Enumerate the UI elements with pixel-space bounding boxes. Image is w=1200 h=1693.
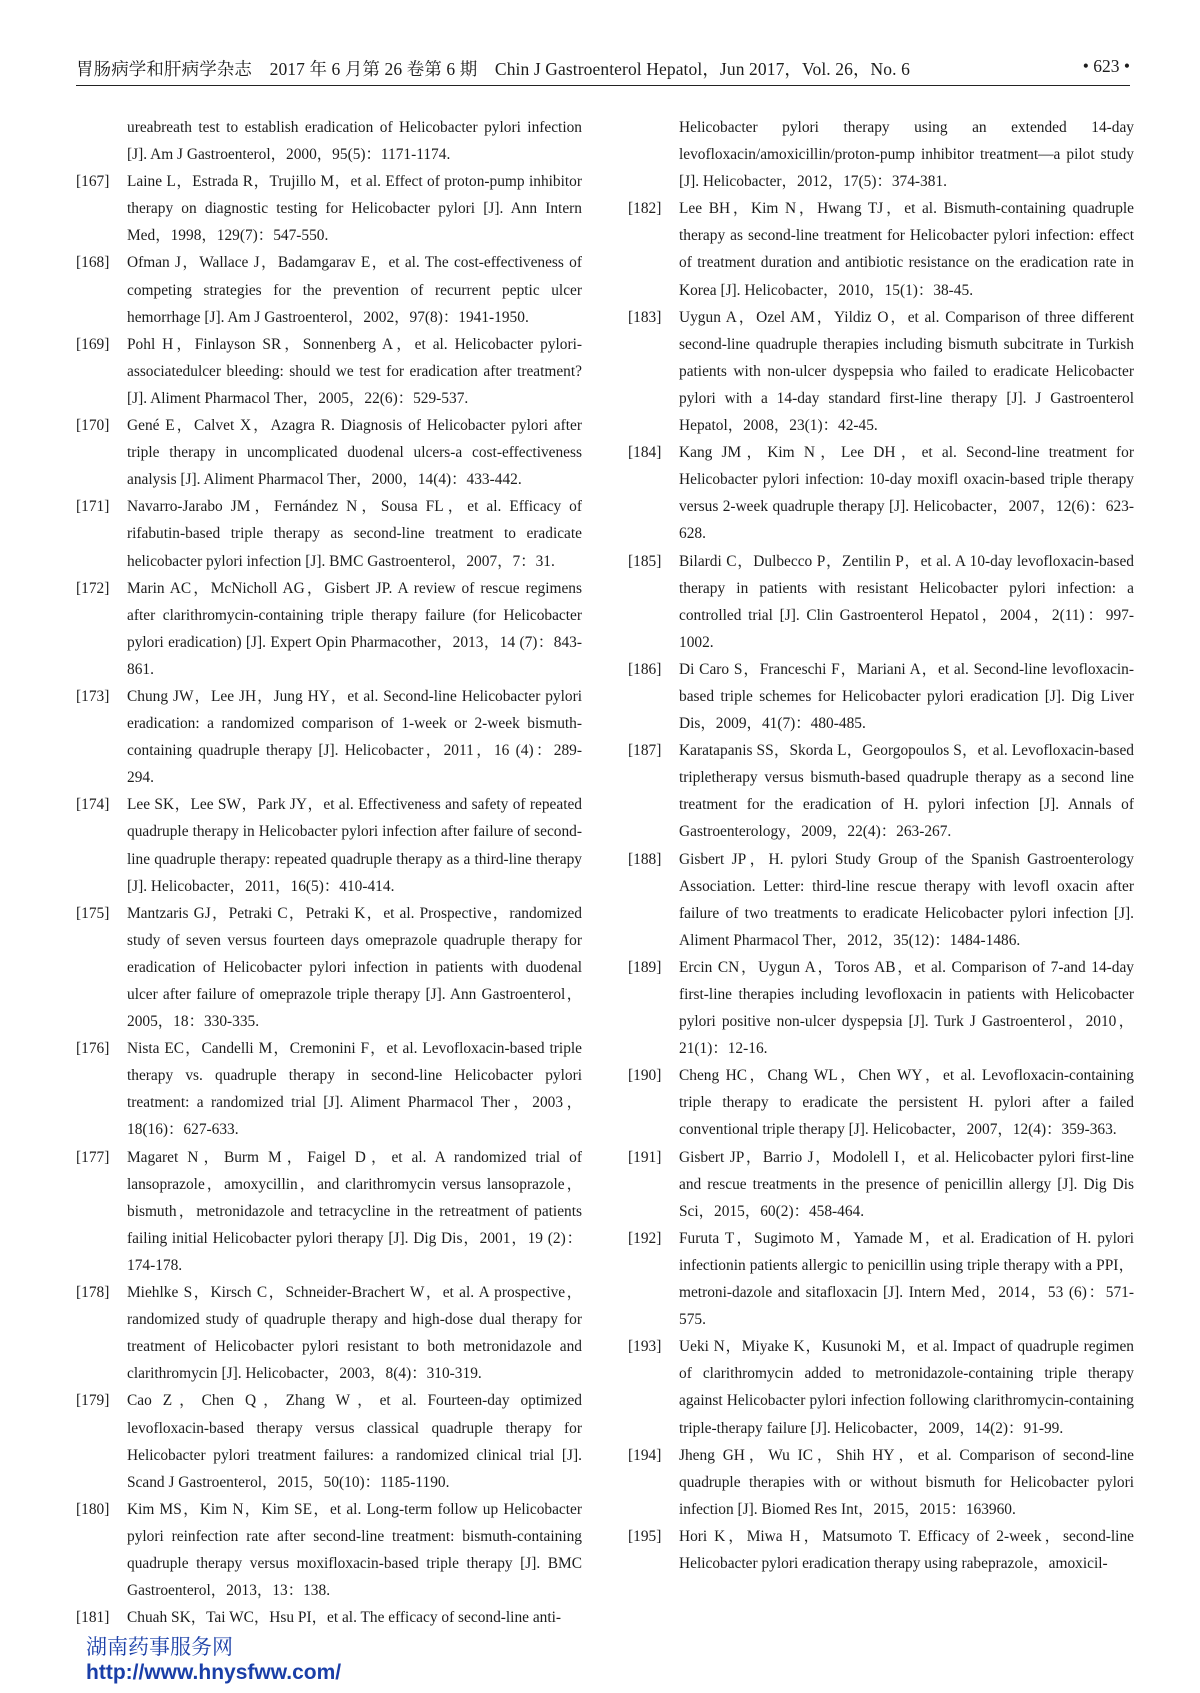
reference-number: [170] [76,417,110,435]
header-rule [76,85,1130,86]
reference-text: Helicobacter pylori therapy using an extended 14-day levofloxacin/amoxicillin/proton-pump inhibitor treatment—a pilot study [J]. Helicobacter，2012，17(5)：374-381. [679,119,1134,191]
reference-number: [191] [628,1148,662,1166]
reference-entry [76,168,582,249]
reference-number: [178] [76,1284,110,1302]
reference-text: Ercin CN，Uygun A，Toros AB，et al. Comparison of 7-and 14-day first-line therapies including levofloxacin in patients with Helicobacter pylori positive non-ulcer dyspepsia [J]. Turk J Gastroenterol，2010，21(1)：12-16. [679,958,1134,1058]
reference-text: ureabreath test to establish eradication of Helicobacter pylori infection [J]. Am J Gastroenterol，2000，95(5)：1171-1174. [127,119,582,164]
page-number: • 623 • [1082,56,1130,76]
reference-entry [628,1442,1134,1523]
reference-number: [173] [76,687,110,705]
reference-entry [628,439,1134,547]
reference-number: [187] [628,742,662,760]
reference-text: Gisbert JP，Barrio J，Modolell I，et al. Helicobacter pylori first-line and rescue treatments in the presence of penicillin allergy [J]. Dig Dis Sci，2015，60(2)：458-464. [679,1148,1134,1220]
reference-entry [76,1279,582,1387]
references-left-column [76,114,582,1631]
reference-text: Furuta T，Sugimoto M，Yamade M，et al. Eradication of H. pylori infectionin patients allergic to penicillin using triple therapy with a PPI，metroni-dazole and sitafloxacin [J]. Intern Med，2014，53 (6)：571-575. [679,1229,1134,1329]
reference-number: [189] [628,958,662,976]
references-right-column [628,114,1134,1577]
reference-number: [172] [76,579,110,597]
reference-number: [168] [76,254,110,272]
reference-text: Laine L，Estrada R，Trujillo M，et al. Effect of proton-pump inhibitor therapy on diagnostic testing for Helicobacter pylori [J]. Ann Intern Med，1998，129(7)：547-550. [127,173,582,245]
reference-number: [175] [76,904,110,922]
reference-number: [193] [628,1338,662,1356]
reference-number: [192] [628,1229,662,1247]
reference-number: [177] [76,1148,110,1166]
reference-entry [76,493,582,574]
reference-entry [76,249,582,330]
reference-text: Gené E，Calvet X，Azagra R. Diagnosis of Helicobacter pylori after triple therapy in uncomplicated duodenal ulcers-a cost-effectiveness analysis [J]. Aliment Pharmacol Ther，2000，14(4)：433-442. [127,417,582,489]
reference-text: Cheng HC，Chang WL，Chen WY，et al. Levofloxacin-containing triple therapy to eradicate the persistent H. pylori after a failed conventional triple therapy [J]. Helicobacter，2007，12(4)：359-363. [679,1067,1134,1139]
reference-entry [76,1387,582,1495]
reference-number: [186] [628,660,662,678]
reference-entry [628,954,1134,1062]
reference-entry [76,791,582,899]
reference-entry [628,1144,1134,1225]
reference-text: Karatapanis SS，Skorda L，Georgopoulos S，et al. Levofloxacin-based tripletherapy versus bismuth-based quadruple therapy as a second line treatment for the eradication of H. pylori infection [J]. Annals of Gastroenterology，2009，22(4)：263-267. [679,742,1134,841]
reference-entry [76,331,582,412]
reference-number: [167] [76,173,110,191]
reference-number: [195] [628,1527,662,1545]
reference-number: [169] [76,335,110,353]
reference-text: Miehlke S，Kirsch C，Schneider-Brachert W，et al. A prospective，randomized study of quadruple therapy and high-dose dual therapy for treatment of Helicobacter pylori resistant to both metronidazole and clarithromycin [J]. Helicobacter，2003，8(4)：310-319. [127,1284,582,1383]
reference-entry [628,1062,1134,1143]
reference-entry [76,683,582,791]
reference-text: Mantzaris GJ，Petraki C，Petraki K，et al. Prospective，randomized study of seven versus fourteen days omeprazole quadruple therapy for eradication of Helicobacter pylori infection in patients with duodenal ulcer after failure of omeprazole triple therapy [J]. Ann Gastroenterol，2005，18：330-335. [127,904,582,1031]
reference-entry [76,1144,582,1279]
running-header [76,56,1130,92]
reference-entry [76,114,582,168]
reference-number: [183] [628,308,662,326]
reference-text: Cao Z，Chen Q，Zhang W，et al. Fourteen-day optimized levofloxacin-based therapy versus classical quadruple therapy for Helicobacter pylori treatment failures: a randomized clinical trial [J]. Scand J Gastroenterol，2015，50(10)：1185-1190. [127,1392,582,1491]
reference-number: [174] [76,796,110,814]
reference-number: [179] [76,1392,110,1410]
reference-number: [188] [628,850,662,868]
reference-entry [628,195,1134,303]
reference-entry [628,737,1134,845]
reference-text: Di Caro S，Franceschi F，Mariani A，et al. Second-line levofloxacin-based triple schemes for Helicobacter pylori eradication [J]. Dig Liver Dis，2009，41(7)：480-485. [679,660,1134,733]
reference-text: Hori K，Miwa H，Matsumoto T. Efficacy of 2-week，second-line Helicobacter pylori eradication therapy using rabeprazole，amoxicil- [679,1527,1134,1572]
reference-number: [176] [76,1040,110,1058]
reference-text: Chuah SK，Tai WC，Hsu PI，et al. The efficacy of second-line anti- [127,1609,562,1627]
reference-number: [182] [628,200,662,218]
reference-number: [190] [628,1067,662,1085]
reference-entry [628,1523,1134,1577]
reference-entry [628,846,1134,954]
reference-text: Lee SK，Lee SW，Park JY，et al. Effectiveness and safety of repeated quadruple therapy in Helicobacter pylori infection after failure of second-line quadruple therapy: repeated quadruple therapy as a third-line therapy [J]. Helicobacter，2011，16(5)：410-414. [127,796,582,895]
reference-text: Gisbert JP，H. pylori Study Group of the Spanish Gastroenterology Association. Letter: third-line rescue therapy with levofl oxacin after failure of two treatments to eradicate Helicobacter pylori infection [J]. Aliment Pharmacol Ther，2012，35(12)：1484-1486. [679,850,1134,949]
site-watermark [86,1634,341,1686]
reference-entry [628,656,1134,737]
journal-info: 胃肠病学和肝病学杂志 2017 年 6 月第 26 卷第 6 期 Chin J Gastroenterol Hepatol，Jun 2017，Vol. 26，No. 6 [76,59,910,79]
reference-number: [185] [628,552,662,570]
reference-number: [194] [628,1446,662,1464]
reference-text: Chung JW，Lee JH，Jung HY，et al. Second-line Helicobacter pylori eradication: a randomized comparison of 1-week or 2-week bismuth-containing quadruple therapy [J]. Helicobacter，2011，16 (4)：289-294. [127,687,582,787]
reference-number: [180] [76,1500,110,1518]
reference-text: Nista EC，Candelli M，Cremonini F，et al. Levofloxacin-based triple therapy vs. quadruple therapy in second-line Helicobacter pylori treatment: a randomized trial [J]. Aliment Pharmacol Ther，2003，18(16)：627-633. [127,1040,582,1139]
reference-text: Kang JM，Kim N，Lee DH，et al. Second-line treatment for Helicobacter pylori infection: 10-day moxifl oxacin-based triple therapy versus 2-week quadruple therapy [J]. Helicobacter，2007，12(6)：623-628. [679,444,1134,543]
reference-entry [76,1604,582,1631]
reference-entry [628,304,1134,439]
reference-text: Pohl H，Finlayson SR，Sonnenberg A，et al. Helicobacter pylori-associatedulcer bleeding: should we test for eradication after treatment? [J]. Aliment Pharmacol Ther，2005，22(6)：529-537. [127,335,582,407]
reference-entry [628,114,1134,195]
reference-entry [76,1035,582,1143]
reference-entry [76,900,582,1035]
reference-entry [628,1333,1134,1441]
reference-text: Marin AC，McNicholl AG，Gisbert JP. A review of rescue regimens after clarithromycin-containing triple therapy failure (for Helicobacter pylori eradication) [J]. Expert Opin Pharmacother，2013，14 (7)：843-861. [127,579,582,678]
watermark-url[interactable]: http://www.hnysfww.com/ [86,1661,342,1684]
reference-entry [628,1225,1134,1333]
reference-text: Jheng GH，Wu IC，Shih HY，et al. Comparison of second-line quadruple therapies with or without bismuth for Helicobacter pylori infection [J]. Biomed Res Int，2015，2015：163960. [679,1446,1134,1518]
reference-text: Magaret N，Burm M，Faigel D，et al. A randomized trial of lansoprazole，amoxycillin，and clarithromycin versus lansoprazole，bismuth，metronidazole and tetracycline in the retreatment of patients failing initial Helicobacter pylori therapy [J]. Dig Dis，2001，19 (2)：174-178. [127,1148,582,1274]
reference-number: [171] [76,498,110,516]
reference-text: Kim MS，Kim N，Kim SE，et al. Long-term follow up Helicobacter pylori reinfection rate after second-line treatment: bismuth-containing quadruple therapy versus moxifloxacin-based triple therapy [J]. BMC Gastroenterol，2013，13：138. [127,1500,582,1600]
reference-entry [76,412,582,493]
reference-text: Bilardi C，Dulbecco P，Zentilin P，et al. A 10-day levofloxacin-based therapy in patients with resistant Helicobacter pylori infection: a controlled trial [J]. Clin Gastroenterol Hepatol，2004，2(11)：997-1002. [679,552,1134,651]
reference-text: Ofman J，Wallace J，Badamgarav E，et al. The cost-effectiveness of competing strategies for the prevention of recurrent peptic ulcer hemorrhage [J]. Am J Gastroenterol，2002，97(8)：1941-1950. [127,254,582,326]
reference-text: Navarro-Jarabo JM，Fernández N，Sousa FL，et al. Efficacy of rifabutin-based triple therapy as second-line treatment to eradicate helicobacter pylori infection [J]. BMC Gastroenterol，2007，7：31. [127,498,582,570]
watermark-site-name: 湖南药事服务网 [86,1635,233,1659]
reference-text: Ueki N，Miyake K，Kusunoki M，et al. Impact of quadruple regimen of clarithromycin added to metronidazole-containing triple therapy against Helicobacter pylori infection following clarithromycin-containing triple-therapy failure [J]. Helicobacter，2009，14(2)：91-99. [679,1338,1134,1437]
reference-number: [184] [628,444,662,462]
reference-entry [76,575,582,683]
reference-entry [628,548,1134,656]
reference-text: Lee BH，Kim N，Hwang TJ，et al. Bismuth-containing quadruple therapy as second-line treatment for Helicobacter pylori infection: effect of treatment duration and antibiotic resistance on the eradication rate in Korea [J]. Helicobacter，2010，15(1)：38-45. [679,200,1134,299]
reference-number: [181] [76,1609,110,1627]
reference-text: Uygun A，Ozel AM，Yildiz O，et al. Comparison of three different second-line quadruple therapies including bismuth subcitrate in Turkish patients with non-ulcer dyspepsia who failed to eradicate Helicobacter pylori with a 14-day standard first-line therapy [J]. J Gastroenterol Hepatol，2008，23(1)：42-45. [679,308,1134,435]
reference-entry [76,1496,582,1604]
